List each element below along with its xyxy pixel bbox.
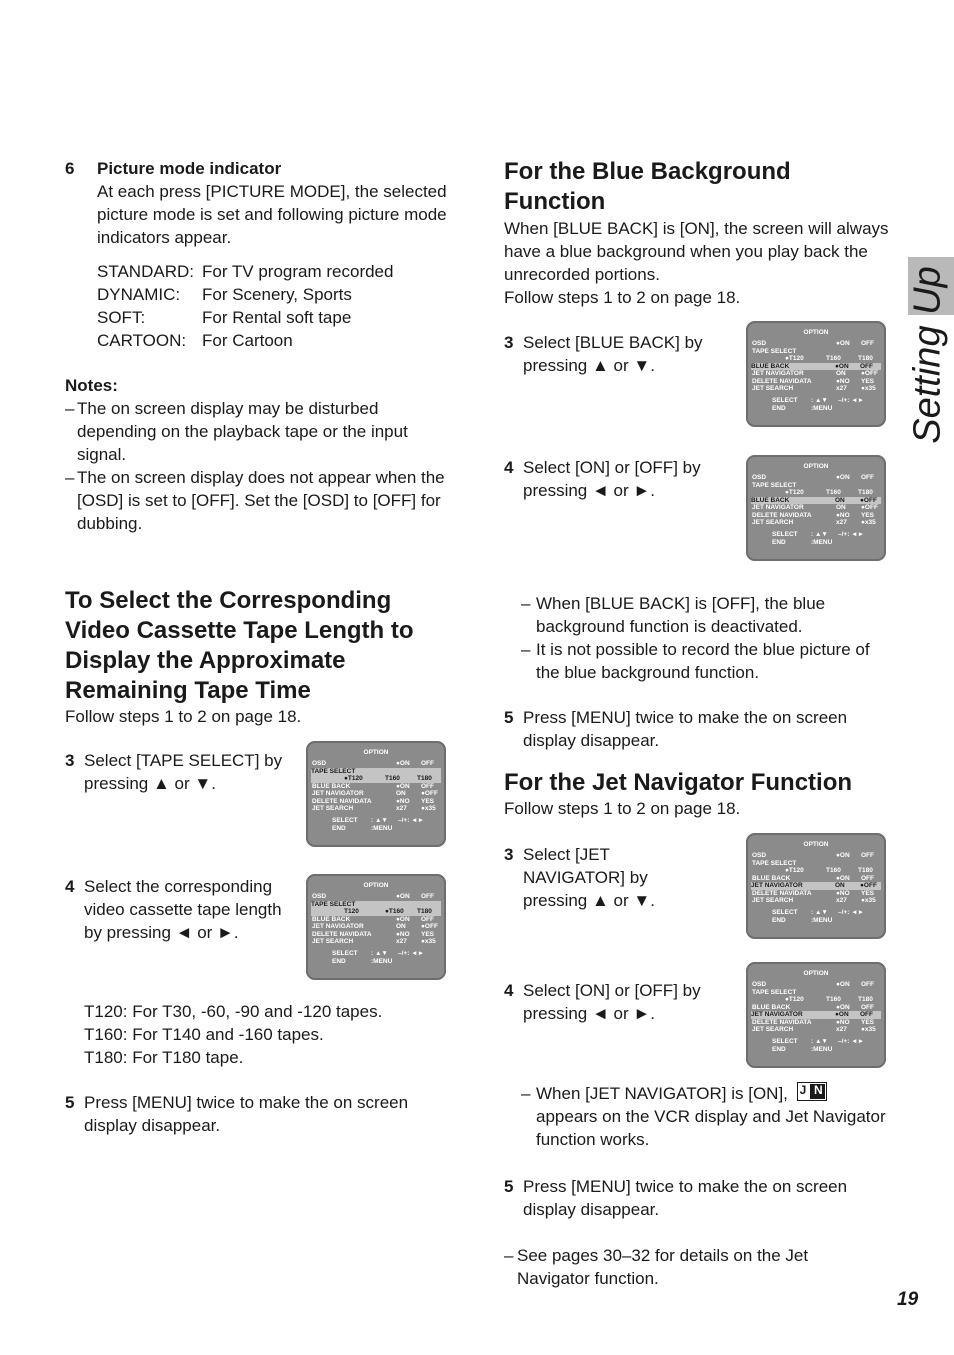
- osd-row-cell: OFF: [421, 760, 434, 767]
- osd-row-cell: OFF: [861, 981, 874, 988]
- osd-screen-jet-1: [746, 833, 886, 939]
- osd-row-blue-back-cell: BLUE BACK: [751, 496, 790, 504]
- osd-row-blue-back-cell: BLUE BACK: [312, 782, 351, 790]
- osd-row-tape-values-cell: T160: [826, 867, 841, 874]
- tape-length-line: T180: For T180 tape.: [84, 1048, 244, 1067]
- osd-row-delete-navidata-cell: ●NO: [396, 930, 410, 938]
- osd-row-cell: ●ON: [396, 893, 410, 900]
- osd-row-jet-search-cell: JET SEARCH: [752, 897, 794, 904]
- osd-footer-label: END: [772, 539, 786, 546]
- osd-row-jet-search: [312, 805, 440, 813]
- tape-step-4: 4 Select the corresponding video cassette tape length by pressing ◄ or ►.: [65, 877, 282, 942]
- osd-row-tape-values-cell: T180: [858, 355, 873, 362]
- osd-row-delete-navidata-cell: DELETE NAVIDATA: [752, 889, 812, 897]
- osd-row-blue-back-cell: ●ON: [836, 1003, 850, 1011]
- osd-footer-value: :MENU: [371, 825, 393, 832]
- osd-row-jet-search-cell: ●x35: [861, 519, 876, 526]
- osd-row-jet-navigator-cell: JET NAVIGATOR: [752, 504, 804, 511]
- osd-row-jet-search-cell: ●x35: [861, 385, 876, 392]
- notes-title: Notes:: [65, 376, 118, 395]
- mode-name: SOFT:: [97, 308, 146, 327]
- osd-row-jet-search-cell: JET SEARCH: [752, 519, 794, 526]
- osd-row-tape-values-cell: T120: [344, 908, 359, 915]
- osd-row: [752, 474, 880, 482]
- osd-row-delete-navidata: [752, 1019, 880, 1027]
- osd-row-jet-search-cell: JET SEARCH: [312, 805, 354, 812]
- osd-row-tape-select: [752, 482, 880, 490]
- osd-footer-value: :MENU: [811, 917, 833, 924]
- osd-row-delete-navidata: [752, 512, 880, 520]
- mode-desc: For Cartoon: [201, 331, 293, 350]
- section-side-label: Setting Up: [906, 266, 949, 444]
- mode-name: STANDARD:: [97, 262, 194, 281]
- osd-row-delete-navidata: [752, 378, 880, 386]
- jet-note-text: When [JET NAVIGATOR] is [ON],: [536, 1084, 788, 1103]
- osd-row-blue-back-cell: ●ON: [835, 362, 849, 370]
- osd-footer-label: SELECT: [772, 531, 798, 538]
- osd-row-tape-select: [752, 348, 880, 356]
- osd-screen-tape-2: [306, 874, 446, 980]
- osd-row-tape-values-cell: T160: [826, 996, 841, 1003]
- osd-row-blue-back-cell: BLUE BACK: [751, 362, 790, 370]
- osd-row-delete-navidata-cell: YES: [421, 930, 435, 938]
- osd-row-delete-navidata-cell: ●NO: [836, 377, 850, 385]
- tape-step-5: 5 Press [MENU] twice to make the on screen display disappear.: [65, 1093, 409, 1135]
- osd-row-tape-values: [752, 867, 880, 875]
- osd-title: OPTION: [363, 749, 389, 756]
- osd-row-tape-values-cell: T180: [417, 775, 432, 782]
- osd-row-cell: OFF: [861, 474, 874, 481]
- jet-note-text-cont: appears on the VCR display and Jet Navigator function works.: [536, 1107, 886, 1149]
- note-item: – The on screen display may be disturbed depending on the playback tape or the input signal.: [65, 399, 408, 464]
- osd-row-delete-navidata-cell: YES: [421, 797, 435, 805]
- osd-row-jet-navigator-cell: ON: [835, 882, 845, 889]
- osd-row-tape-values-cell: T180: [858, 867, 873, 874]
- osd-row-jet-navigator: [312, 790, 440, 798]
- osd-row-cell: ●ON: [836, 981, 850, 988]
- osd-row-cell: ●ON: [836, 340, 850, 347]
- osd-footer-value: –/+: ◄►: [838, 909, 865, 916]
- osd-row-jet-search-cell: JET SEARCH: [752, 1026, 794, 1033]
- osd-row-tape-select-cell: TAPE SELECT: [752, 859, 797, 867]
- mode-name: CARTOON:: [97, 331, 187, 350]
- osd-footer-value: –/+: ◄►: [398, 950, 425, 957]
- notes-block: [65, 374, 450, 535]
- osd-row-jet-search-cell: JET SEARCH: [312, 938, 354, 945]
- blue-notes: [521, 592, 891, 684]
- osd-row-jet-navigator-cell: ●ON: [835, 1011, 849, 1018]
- page-number: 19: [897, 1289, 919, 1310]
- osd-row-cell: OSD: [312, 760, 327, 767]
- note-item: – When [BLUE BACK] is [OFF], the blue background function is deactivated.: [521, 594, 826, 636]
- osd-row-tape-values-cell: ●T120: [344, 775, 363, 782]
- osd-row-jet-search-cell: JET SEARCH: [752, 385, 794, 392]
- osd-row-delete-navidata-cell: DELETE NAVIDATA: [752, 1018, 812, 1026]
- osd-row-blue-back-cell: ●ON: [396, 782, 410, 790]
- mode-desc: For Scenery, Sports: [201, 285, 352, 304]
- osd-screen-blue-2: [746, 455, 886, 561]
- osd-row-jet-search-cell: x27: [836, 1026, 847, 1033]
- osd-row-jet-navigator-cell: JET NAVIGATOR: [312, 790, 364, 797]
- osd-row-jet-navigator-cell: JET NAVIGATOR: [312, 923, 364, 930]
- osd-title: OPTION: [803, 970, 829, 977]
- osd-row-blue-back: [752, 1004, 880, 1012]
- osd-row-delete-navidata-cell: DELETE NAVIDATA: [312, 797, 372, 805]
- osd-row-jet-search-cell: ●x35: [421, 805, 436, 812]
- osd-row: [752, 340, 880, 348]
- osd-row-tape-values-cell: T160: [385, 775, 400, 782]
- osd-row: [752, 981, 880, 989]
- osd-row-delete-navidata-cell: ●NO: [836, 511, 850, 519]
- jet-follow-text: Follow steps 1 to 2 on page 18.: [504, 799, 741, 818]
- osd-footer-label: END: [332, 958, 346, 965]
- osd-row-tape-select-cell: TAPE SELECT: [752, 481, 797, 489]
- osd-row-tape-select: [311, 901, 441, 909]
- osd-row-jet-search-cell: ●x35: [861, 1026, 876, 1033]
- osd-row-jet-navigator-cell: JET NAVIGATOR: [751, 1011, 803, 1018]
- osd-row-tape-values-cell: ●T120: [785, 867, 804, 874]
- osd-row-tape-values-cell: ●T120: [785, 355, 804, 362]
- item-title: Picture mode indicator: [97, 159, 282, 178]
- osd-row-jet-search-cell: ●x35: [421, 938, 436, 945]
- osd-title: OPTION: [803, 329, 829, 336]
- osd-footer-value: : ▲▼: [811, 1038, 828, 1045]
- osd-footer-value: : ▲▼: [811, 397, 828, 404]
- osd-row-delete-navidata-cell: ●NO: [396, 797, 410, 805]
- osd-row-tape-values-cell: T160: [826, 489, 841, 496]
- osd-row-tape-select-cell: TAPE SELECT: [752, 988, 797, 996]
- osd-row-tape-values: [311, 775, 441, 783]
- osd-screen-blue-1: [746, 321, 886, 427]
- mode-name: DYNAMIC:: [97, 285, 181, 304]
- osd-row-delete-navidata: [312, 798, 440, 806]
- osd-row-tape-select-cell: TAPE SELECT: [752, 347, 797, 355]
- osd-row-jet-search: [312, 938, 440, 946]
- osd-row-delete-navidata-cell: ●NO: [836, 1018, 850, 1026]
- osd-footer-label: SELECT: [772, 397, 798, 404]
- jet-step-3: 3 Select [JET NAVIGATOR] by pressing ▲ or ▼.: [504, 845, 655, 910]
- osd-row-blue-back-cell: BLUE BACK: [752, 874, 791, 882]
- picture-mode-item: [65, 157, 450, 352]
- osd-footer-value: –/+: ◄►: [838, 397, 865, 404]
- osd-row-blue-back: [752, 875, 880, 883]
- osd-row-cell: OSD: [752, 981, 767, 988]
- osd-screen-jet-2: [746, 962, 886, 1068]
- tape-follow-text: Follow steps 1 to 2 on page 18.: [65, 707, 302, 726]
- osd-row-delete-navidata-cell: YES: [861, 377, 875, 385]
- blue-intro: When [BLUE BACK] is [ON], the screen will always have a blue background when you play back the unrecorded portions. Follow steps 1 to 2 on page 18.: [504, 219, 889, 307]
- osd-row-cell: OFF: [861, 852, 874, 859]
- osd-footer-label: SELECT: [772, 1038, 798, 1045]
- osd-row: [752, 852, 880, 860]
- osd-footer-value: :MENU: [371, 958, 393, 965]
- osd-footer-label: END: [772, 917, 786, 924]
- osd-row-tape-values: [752, 489, 880, 497]
- osd-row-blue-back: [312, 916, 440, 924]
- osd-row-tape-values-cell: T160: [826, 355, 841, 362]
- osd-row-tape-values-cell: ●T160: [385, 908, 404, 915]
- osd-footer-value: : ▲▼: [371, 950, 388, 957]
- blue-section-heading: For the Blue Background Function: [504, 158, 791, 215]
- tape-lengths: [84, 1000, 444, 1069]
- blue-step-3: 3 Select [BLUE BACK] by pressing ▲ or ▼.: [504, 333, 703, 375]
- osd-row-blue-back: [751, 363, 881, 371]
- osd-row-tape-select-cell: TAPE SELECT: [311, 767, 356, 775]
- osd-row-blue-back: [751, 497, 881, 505]
- osd-row-delete-navidata-cell: ●NO: [836, 889, 850, 897]
- osd-row-tape-values: [752, 355, 880, 363]
- osd-row-jet-navigator-cell: JET NAVIGATOR: [752, 370, 804, 377]
- osd-row-jet-search-cell: x27: [836, 385, 847, 392]
- osd-footer-value: –/+: ◄►: [398, 817, 425, 824]
- jet-section-heading: For the Jet Navigator Function: [504, 769, 853, 796]
- osd-row-tape-select: [311, 768, 441, 776]
- osd-title: OPTION: [363, 882, 389, 889]
- osd-row-jet-search: [752, 897, 880, 905]
- osd-row-cell: OFF: [861, 340, 874, 347]
- osd-footer-label: SELECT: [772, 909, 798, 916]
- osd-row-delete-navidata-cell: DELETE NAVIDATA: [312, 930, 372, 938]
- osd-row-blue-back-cell: OFF: [861, 874, 874, 882]
- osd-row-blue-back-cell: OFF: [421, 915, 434, 923]
- osd-row-blue-back-cell: OFF: [421, 782, 434, 790]
- osd-footer-label: END: [772, 1046, 786, 1053]
- osd-row-tape-select: [752, 860, 880, 868]
- osd-row-jet-navigator: [752, 370, 880, 378]
- jet-step-4: 4 Select [ON] or [OFF] by pressing ◄ or ►.: [504, 981, 701, 1023]
- osd-row-jet-search-cell: x27: [396, 805, 407, 812]
- osd-row-delete-navidata-cell: YES: [861, 511, 875, 519]
- osd-row-jet-search-cell: x27: [836, 897, 847, 904]
- osd-row-jet-navigator-cell: ●OFF: [861, 504, 878, 511]
- osd-row-jet-search: [752, 519, 880, 527]
- osd-row-jet-search: [752, 1026, 880, 1034]
- item-number: 6: [65, 159, 75, 178]
- osd-row-tape-values-cell: T180: [858, 489, 873, 496]
- osd-row-tape-values-cell: T180: [417, 908, 432, 915]
- osd-row-jet-navigator-cell: ●OFF: [421, 923, 438, 930]
- osd-row-jet-navigator-cell: JET NAVIGATOR: [751, 882, 803, 889]
- osd-row-blue-back-cell: BLUE BACK: [312, 915, 351, 923]
- osd-row-tape-values-cell: T180: [858, 996, 873, 1003]
- osd-row-jet-navigator-cell: OFF: [860, 1011, 873, 1018]
- osd-row-cell: ●ON: [836, 852, 850, 859]
- osd-row-jet-navigator-cell: ON: [836, 370, 846, 377]
- osd-row-jet-navigator-cell: ON: [396, 923, 406, 930]
- osd-row-jet-navigator: [751, 1011, 881, 1019]
- osd-row-blue-back-cell: BLUE BACK: [752, 1003, 791, 1011]
- osd-row-tape-select-cell: TAPE SELECT: [311, 900, 356, 908]
- osd-footer-label: SELECT: [332, 950, 358, 957]
- osd-title: OPTION: [803, 841, 829, 848]
- osd-row-blue-back: [312, 783, 440, 791]
- osd-row-tape-values-cell: ●T120: [785, 489, 804, 496]
- osd-row-blue-back-cell: ●ON: [396, 915, 410, 923]
- jet-navigator-indicator-icon: J N: [797, 1082, 827, 1101]
- osd-row-delete-navidata: [752, 890, 880, 898]
- osd-row-blue-back-cell: ●ON: [836, 874, 850, 882]
- osd-row-cell: OSD: [752, 852, 767, 859]
- osd-row-jet-navigator-cell: ON: [836, 504, 846, 511]
- osd-row-delete-navidata-cell: DELETE NAVIDATA: [752, 377, 812, 385]
- osd-row-jet-navigator: [751, 882, 881, 890]
- jet-step-5: 5 Press [MENU] twice to make the on screen display disappear.: [504, 1177, 848, 1219]
- mode-desc: For Rental soft tape: [201, 308, 352, 327]
- osd-row-tape-values-cell: ●T120: [785, 996, 804, 1003]
- osd-row-jet-navigator-cell: ●OFF: [861, 370, 878, 377]
- osd-row-cell: ●ON: [836, 474, 850, 481]
- osd-row: [312, 893, 440, 901]
- osd-row-tape-values: [311, 908, 441, 916]
- osd-title: OPTION: [803, 463, 829, 470]
- osd-row-delete-navidata-cell: DELETE NAVIDATA: [752, 511, 812, 519]
- tape-section-heading: To Select the Corresponding Video Cassette Tape Length to Display the Approximate Remaining Tape Time: [65, 587, 414, 704]
- note-item: – The on screen display does not appear when the [OSD] is set to [OFF]. Set the [OSD] to [OFF] for dubbing.: [65, 468, 445, 533]
- osd-row-jet-navigator-cell: ●OFF: [860, 882, 877, 889]
- osd-footer-label: SELECT: [332, 817, 358, 824]
- blue-step-5: 5 Press [MENU] twice to make the on screen display disappear.: [504, 708, 848, 750]
- osd-row-cell: ●ON: [396, 760, 410, 767]
- osd-footer-value: :MENU: [811, 1046, 833, 1053]
- osd-row-tape-values: [752, 996, 880, 1004]
- mode-desc: For TV program recorded: [201, 262, 394, 281]
- osd-row-jet-navigator-cell: ON: [396, 790, 406, 797]
- osd-row-jet-navigator: [312, 923, 440, 931]
- osd-row-blue-back-cell: OFF: [861, 1003, 874, 1011]
- osd-footer-value: :MENU: [811, 539, 833, 546]
- osd-row-jet-search: [752, 385, 880, 393]
- osd-footer-label: END: [332, 825, 346, 832]
- osd-row-delete-navidata-cell: YES: [861, 1018, 875, 1026]
- jet-see-also: – See pages 30–32 for details on the Jet Navigator function.: [504, 1246, 809, 1288]
- osd-row-cell: OFF: [421, 893, 434, 900]
- osd-footer-label: END: [772, 405, 786, 412]
- osd-row-jet-search-cell: x27: [396, 938, 407, 945]
- osd-row-tape-select: [752, 989, 880, 997]
- picture-mode-table: [97, 260, 393, 352]
- osd-row-jet-search-cell: ●x35: [861, 897, 876, 904]
- osd-row-jet-search-cell: x27: [836, 519, 847, 526]
- osd-footer-value: –/+: ◄►: [838, 1038, 865, 1045]
- osd-row-jet-navigator-cell: ●OFF: [421, 790, 438, 797]
- osd-row-delete-navidata-cell: YES: [861, 889, 875, 897]
- jet-note: – When [JET NAVIGATOR] is [ON], J N appears on the VCR display and Jet Navigator function works.: [521, 1082, 891, 1151]
- osd-screen-tape-1: [306, 741, 446, 847]
- osd-row-cell: OSD: [752, 340, 767, 347]
- osd-footer-value: : ▲▼: [811, 531, 828, 538]
- osd-row-blue-back-cell: OFF: [860, 362, 873, 370]
- osd-footer-value: :MENU: [811, 405, 833, 412]
- osd-row-cell: OSD: [752, 474, 767, 481]
- osd-footer-value: : ▲▼: [371, 817, 388, 824]
- osd-row-delete-navidata: [312, 931, 440, 939]
- tape-length-line: T160: For T140 and -160 tapes.: [84, 1025, 324, 1044]
- osd-row-cell: OSD: [312, 893, 327, 900]
- item-text: At each press [PICTURE MODE], the selected picture mode is set and following picture mode indicators appear.: [97, 182, 447, 247]
- osd-footer-value: –/+: ◄►: [838, 531, 865, 538]
- osd-row-blue-back-cell: ●OFF: [860, 496, 877, 504]
- osd-row-jet-navigator: [752, 504, 880, 512]
- tape-length-line: T120: For T30, -60, -90 and -120 tapes.: [84, 1002, 383, 1021]
- osd-row-blue-back-cell: ON: [835, 496, 845, 504]
- osd-row: [312, 760, 440, 768]
- blue-step-4: 4 Select [ON] or [OFF] by pressing ◄ or ►.: [504, 458, 701, 500]
- osd-footer-value: : ▲▼: [811, 909, 828, 916]
- tape-step-3: 3 Select [TAPE SELECT] by pressing ▲ or ▼.: [65, 751, 283, 793]
- note-item: – It is not possible to record the blue picture of the blue background function.: [521, 640, 870, 682]
